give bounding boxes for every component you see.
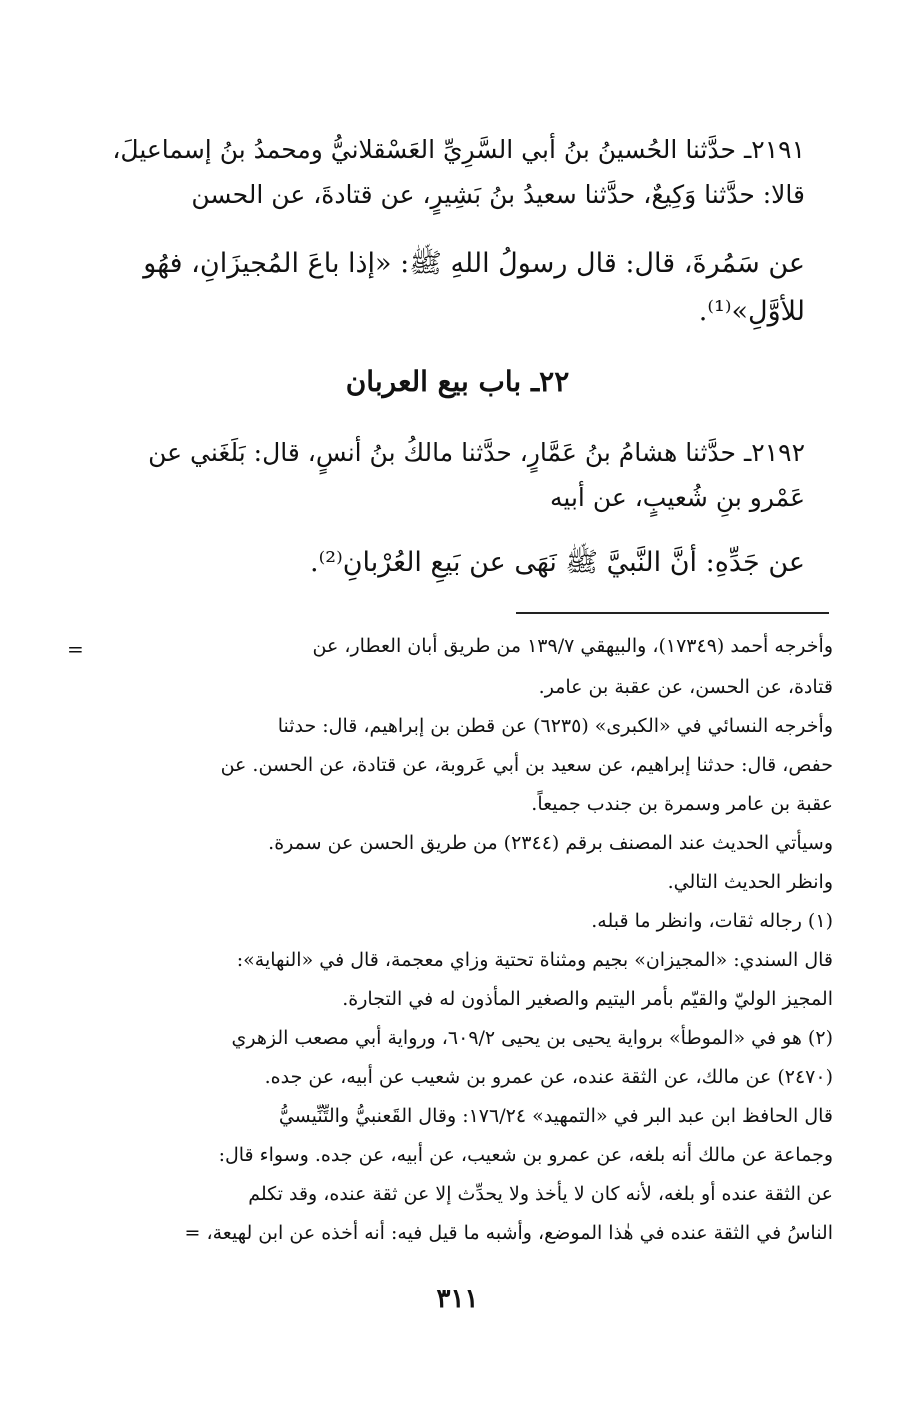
footnote-line: المجيز الوليّ والقيّم بأمر اليتيم والصغير المأذون له في التجارة. xyxy=(342,988,833,1010)
hadith-2191-matn-line-2: للأوَّلِ»⁽¹⁾. xyxy=(698,296,805,327)
footnote-line: قتادة، عن الحسن، عن عقبة بن عامر. xyxy=(538,676,833,698)
footnote-line: الناسُ في الثقة عنده في هٰذا الموضع، وأشبه ما قيل فيه: أنه أخذه عن ابن لهيعة، = xyxy=(184,1222,833,1244)
footnote-line: حفص، قال: حدثنا إبراهيم، عن سعيد بن أبي عَروبة، عن قتادة، عن الحسن. عن xyxy=(220,754,833,776)
footnote-separator xyxy=(516,612,829,614)
footnote-line: وأخرجه النسائي في «الكبرى» (٦٢٣٥) عن قطن بن إبراهيم، قال: حدثنا xyxy=(277,715,833,737)
footnote-line: وجماعة عن مالك أنه بلغه، عن عمرو بن شعيب، عن أبيه، عن جده. وسواء قال: xyxy=(218,1144,833,1166)
footnote-line: عقبة بن عامر وسمرة بن جندب جميعاً. xyxy=(531,793,833,815)
footnote-line: وسيأتي الحديث عند المصنف برقم (٢٣٤٤) من طريق الحسن عن سمرة. xyxy=(268,832,833,854)
hadith-2191-line-1: ٢١٩١ـ حدَّثنا الحُسينُ بنُ أبي السَّرِيِّ العَسْقلانيُّ ومحمدُ بنُ إسماعيلَ، xyxy=(112,135,805,164)
footnote-line: وأخرجه أحمد (١٧٣٤٩)، والبيهقي ١٣٩/٧ من طريق أبان العطار، عن xyxy=(312,635,833,657)
footnote-line: قال الحافظ ابن عبد البر في «التمهيد» ١٧٦/٢٤: وقال القَعنبيُّ والتِّنِّيسيُّ xyxy=(278,1105,833,1127)
footnote-line: (٢) هو في «الموطأ» برواية يحيى بن يحيى ٦٠٩/٢، ورواية أبي مصعب الزهري xyxy=(231,1027,833,1049)
footnote-line: وانظر الحديث التالي. xyxy=(667,871,833,893)
hadith-2191-line-2: قالا: حدَّثنا وَكِيعٌ، حدَّثنا سعيدُ بنُ بَشِيرٍ، عن قتادةَ، عن الحسن xyxy=(191,180,805,209)
footnote-line: (٢٤٧٠) عن مالك، عن الثقة عنده، عن عمرو بن شعيب عن أبيه، عن جده. xyxy=(264,1066,833,1088)
footnote-line: (١) رجاله ثقات، وانظر ما قبله. xyxy=(591,910,833,932)
footnote-line: عن الثقة عنده أو بلغه، لأنه كان لا يأخذ ولا يحدِّث إلا عن ثقة عنده، وقد تكلم xyxy=(248,1183,833,1205)
chapter-heading: ٢٢ـ باب بيع العربان xyxy=(345,365,570,398)
footnote-line: قال السندي: «المجيزان» بجيم ومثناة تحتية وزاي معجمة، قال في «النهاية»: xyxy=(236,949,833,971)
footnote-continuation-mark: = xyxy=(67,637,84,661)
hadith-2192-line-2: عَمْرو بنِ شُعيبٍ، عن أبيه xyxy=(550,483,805,512)
hadith-2191-matn-line-1: عن سَمُرةَ، قال: قال رسولُ اللهِ ﷺ: «إذا باعَ المُجيزَانِ، فهُو xyxy=(143,248,805,279)
page-number: ٣١١ xyxy=(436,1284,479,1314)
hadith-2192-matn-line: عن جَدِّهِ: أنَّ النَّبيَّ ﷺ نَهَى عن بَيعِ العُرْبانِ⁽²⁾. xyxy=(310,547,805,578)
hadith-2192-line-1: ٢١٩٢ـ حدَّثنا هشامُ بنُ عَمَّارٍ، حدَّثنا مالكُ بنُ أنسٍ، قال: بَلَغَني عن xyxy=(148,438,805,467)
